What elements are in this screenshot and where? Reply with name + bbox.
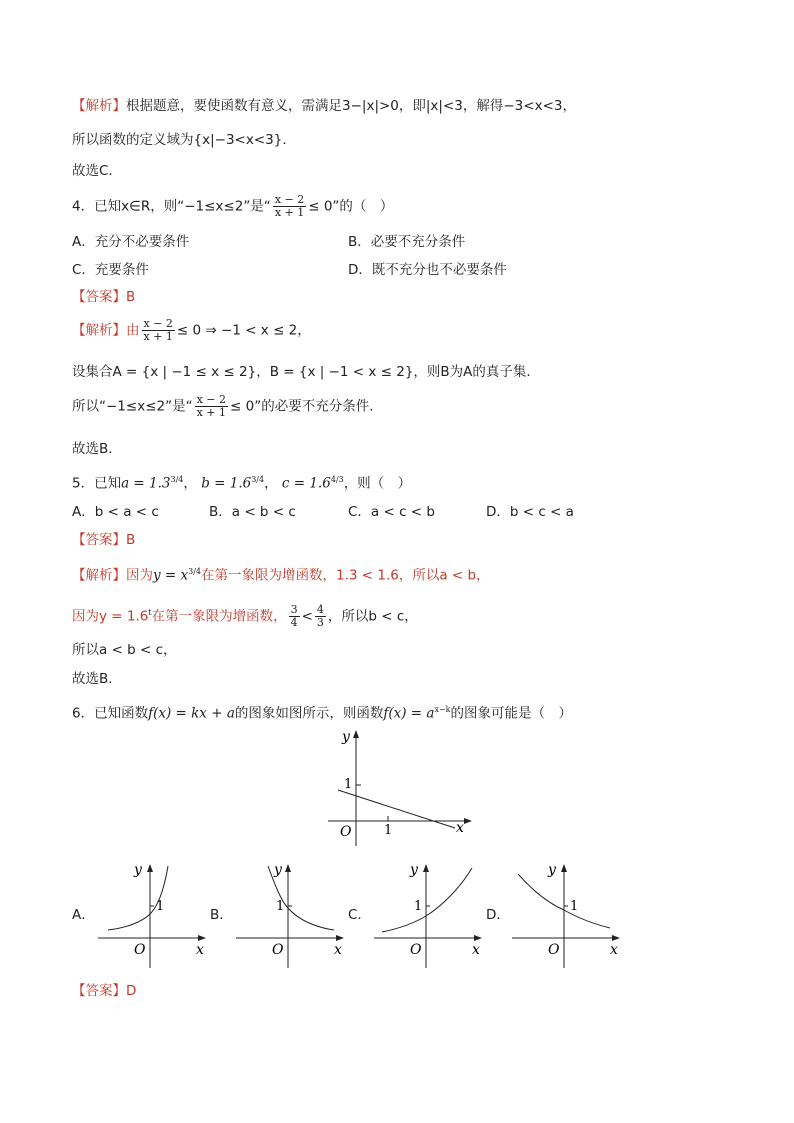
q6-func2-exp: x−k xyxy=(434,705,451,714)
origin-label: O xyxy=(548,942,560,958)
q4-stem-a: 4．已知x∈R，则“−1≤x≤2”是“ xyxy=(72,198,271,215)
q5-answer xyxy=(72,531,135,549)
origin-label: O xyxy=(272,942,284,958)
q4-option-a: A．充分不必要条件 xyxy=(72,234,190,250)
origin-label: O xyxy=(134,942,146,958)
answer-value: B xyxy=(126,532,136,548)
q6-func2: f(x) = a xyxy=(383,705,435,722)
q4-option-c: C．充要条件 xyxy=(72,262,149,278)
q6-option-c-graph xyxy=(372,858,486,970)
one-label: 1 xyxy=(156,899,165,914)
answer-value: D xyxy=(126,983,137,999)
jiexi-tag: 【解析】 xyxy=(72,98,126,114)
q5-option-b: B．a < b < c xyxy=(209,504,296,520)
q5-stem-b: ，则（ ） xyxy=(343,475,412,492)
q4-jiexi-fraction xyxy=(142,318,175,343)
q6-answer xyxy=(72,982,136,1000)
x-arrow xyxy=(198,935,206,941)
x-arrow xyxy=(474,935,482,941)
frac-denominator: 3 xyxy=(316,616,324,629)
q5-frac-4-3 xyxy=(315,604,326,629)
q6-option-a-letter: A． xyxy=(72,907,95,923)
answer-tag: 【答案】 xyxy=(72,289,126,305)
q4-option-b: B．必要不充分条件 xyxy=(348,234,466,250)
q5-jiexi-l2-a: 因为y = 1.6 xyxy=(72,608,149,625)
q6-func1: f(x) = kx + a xyxy=(148,705,235,722)
q5-jiexi-line1 xyxy=(72,563,490,585)
q4-jiexi-l3-fraction xyxy=(195,394,228,419)
q4-answer xyxy=(72,288,135,306)
x-one-label: 1 xyxy=(384,823,393,838)
q4-stem-b: ≤ 0”的（ ） xyxy=(308,198,394,215)
q4-stem-fraction xyxy=(273,194,306,219)
q5-conclusion: 故选B. xyxy=(72,671,113,687)
q6-option-d-graph xyxy=(510,858,624,970)
q5-jiexi-exp: 3/4 xyxy=(188,567,202,576)
q6-option-b-graph xyxy=(234,858,348,970)
q5-jiexi-l2-c: ，所以b < c， xyxy=(327,608,418,625)
jiexi-tag: 【解析】 xyxy=(72,567,126,584)
frac-numerator: x − 2 xyxy=(274,193,305,206)
exp-curve xyxy=(382,868,472,932)
q6-stem-b: 的图象如图所示，则函数 xyxy=(234,705,384,722)
q6-option-c-letter: C． xyxy=(348,907,371,923)
frac-numerator: 4 xyxy=(316,603,324,616)
q5-jiexi-l2-exp: t xyxy=(148,608,152,617)
y-one-label: 1 xyxy=(344,777,353,792)
q5-stem: 5．已知$a = 1.3^{3/4}$， $b = 1.6^{3/4}$， $c = 1.6^{4/3}$，则（ ） xyxy=(72,475,412,492)
q6-option-a-graph xyxy=(96,858,210,970)
y-label: y xyxy=(342,729,350,745)
q4-stem xyxy=(72,194,393,219)
q5-jiexi-func: y = x xyxy=(153,567,189,584)
q3-jiexi-line2: 所以函数的定义域为{x|−3<x<3}. xyxy=(72,132,287,148)
q3-conclusion: 故选C． xyxy=(72,163,122,179)
q5-jiexi-a: 因为 xyxy=(126,567,153,584)
q6-main-graph xyxy=(320,724,480,850)
q5-jiexi-l2-b: 在第一象限为增函数， xyxy=(151,608,287,625)
y-label: y xyxy=(548,862,556,878)
q4-jiexi-line2: 设集合A = {x | −1 ≤ x ≤ 2}，B = {x | −1 < x ≤ 2}，则B为A的真子集. xyxy=(72,364,531,380)
jiexi-tag: 【解析】 xyxy=(72,322,126,339)
origin-label: O xyxy=(410,942,422,958)
q4-jiexi-line3 xyxy=(72,394,374,419)
y-label: y xyxy=(274,862,282,878)
q4-option-d: D．既不充分也不必要条件 xyxy=(348,262,507,278)
frac-denominator: x + 1 xyxy=(274,206,305,219)
answer-value: B xyxy=(126,289,136,305)
q5-a-exp: 3/4 xyxy=(170,475,184,484)
y-label: y xyxy=(410,862,418,878)
q5-option-a: A．b < a < c xyxy=(72,504,159,520)
answer-tag: 【答案】 xyxy=(72,983,126,999)
q5-jiexi-line3: 所以a < b < c， xyxy=(72,642,177,658)
q4-jiexi-a: 由 xyxy=(126,322,140,339)
y-arrow xyxy=(147,864,153,872)
x-label: x xyxy=(456,820,464,836)
frac-denominator: x + 1 xyxy=(143,330,173,343)
one-label: 1 xyxy=(570,899,579,914)
q3-jiexi-text1: 根据题意，要使函数有意义，需满足3−|x|>0，即|x|<3，解得−3<x<3， xyxy=(126,98,576,114)
q6-option-d-letter: D． xyxy=(486,907,510,923)
q5-b-exp: 3/4 xyxy=(251,475,265,484)
q6-stem-c: 的图象可能是（ ） xyxy=(450,705,573,722)
answer-tag: 【答案】 xyxy=(72,532,126,548)
q4-jiexi-b: ≤ 0 ⇒ −1 < x ≤ 2， xyxy=(176,322,311,339)
y-label: y xyxy=(134,862,142,878)
x-arrow xyxy=(464,818,472,824)
q4-jiexi-line1 xyxy=(72,318,311,343)
x-label: x xyxy=(610,942,618,958)
q5-option-d: D．b < c < a xyxy=(486,504,574,520)
frac-numerator: x − 2 xyxy=(143,317,173,330)
q4-jiexi-l3-b: ≤ 0”的必要不充分条件. xyxy=(230,398,374,415)
q5-b-value: b = 1.6 xyxy=(201,475,252,492)
frac-denominator: x + 1 xyxy=(196,406,227,419)
frac-denominator: 4 xyxy=(290,616,298,629)
frac-numerator: 3 xyxy=(290,603,298,616)
q6-option-b-letter: B． xyxy=(210,907,233,923)
x-label: x xyxy=(472,942,480,958)
q5-c-exp: 4/3 xyxy=(330,475,344,484)
q4-conclusion: 故选B． xyxy=(72,441,122,457)
one-label: 1 xyxy=(414,899,423,914)
q6-stem xyxy=(72,701,572,723)
q3-jiexi-line1 xyxy=(72,97,576,115)
q5-jiexi-line2: 因为$y = 1.6^t$在第一象限为增函数， $\frac{3}{4}$ < $\frac{4}{3}$ ，所以b < c， xyxy=(72,603,418,629)
y-arrow xyxy=(285,864,291,872)
y-arrow xyxy=(423,864,429,872)
q5-stem-a: 5．已知 xyxy=(72,475,122,492)
x-label: x xyxy=(196,942,204,958)
x-label: x xyxy=(334,942,342,958)
q4-jiexi-l3-a: 所以“−1≤x≤2”是“ xyxy=(72,398,193,415)
q6-stem-a: 6．已知函数 xyxy=(72,705,149,722)
q5-c-value: c = 1.6 xyxy=(281,475,331,492)
one-label: 1 xyxy=(276,899,285,914)
q5-frac-3-4 xyxy=(289,604,300,629)
origin-label: O xyxy=(340,824,352,840)
q5-option-c: C．a < c < b xyxy=(348,504,435,520)
q5-jiexi-b: 在第一象限为增函数，1.3 < 1.6，所以a < b， xyxy=(201,567,490,584)
y-arrow xyxy=(353,730,359,738)
x-arrow xyxy=(336,935,344,941)
y-arrow xyxy=(561,864,567,872)
frac-numerator: x − 2 xyxy=(196,393,227,406)
q5-a-value: a = 1.3 xyxy=(121,475,171,492)
x-arrow xyxy=(612,935,620,941)
